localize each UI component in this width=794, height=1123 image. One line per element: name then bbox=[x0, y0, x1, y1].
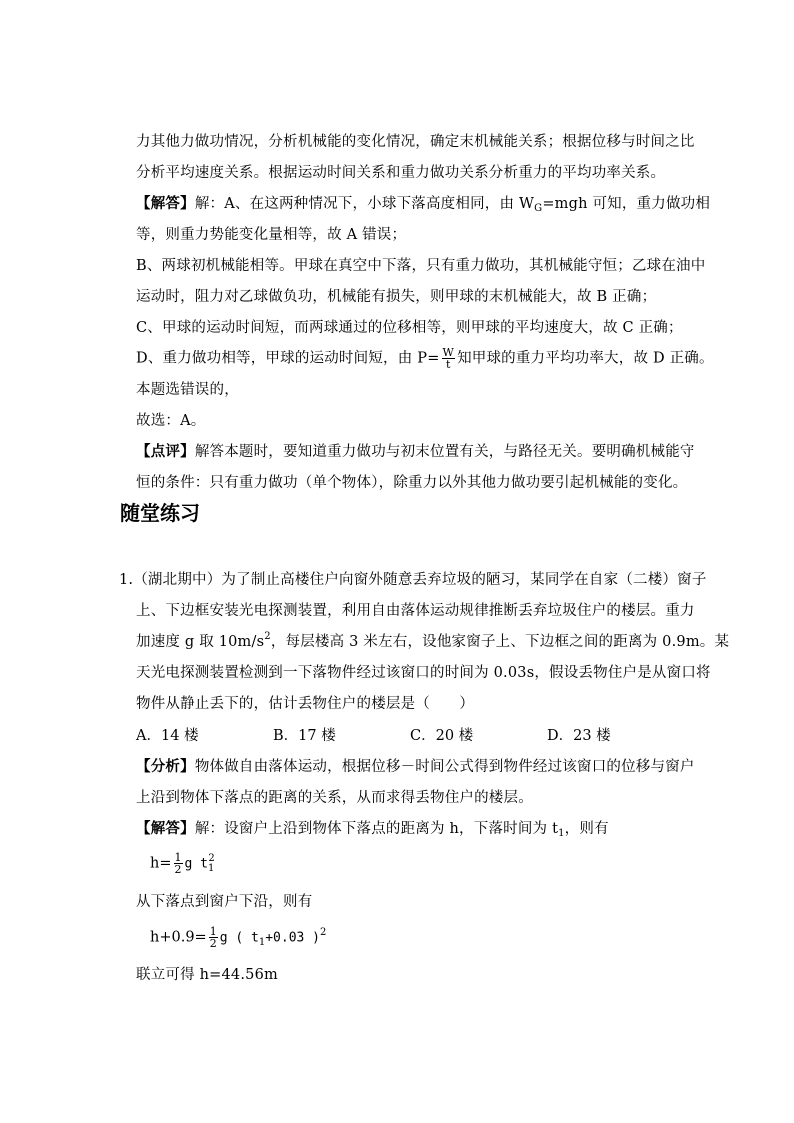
solution-line: 联立可得 h=44.56m bbox=[136, 967, 278, 983]
question-line: 物件从静止丢下的，估计丢物住户的楼层是（ ） bbox=[136, 696, 475, 712]
subscript: G bbox=[534, 203, 543, 214]
superscript: 2 bbox=[264, 631, 271, 642]
option-c[interactable]: C．20 楼 bbox=[410, 728, 474, 744]
section-heading: 随堂练习 bbox=[120, 501, 200, 525]
text-span: 解：A、在这两种情况下，小球下落高度相同，由 W bbox=[194, 196, 535, 212]
formula-rhs: g t bbox=[184, 856, 208, 872]
answer-options bbox=[136, 726, 684, 746]
formula-1 bbox=[150, 852, 215, 876]
question-line bbox=[136, 632, 729, 654]
text-span: 解答本题时，要知道重力做功与初末位置有关，与路径无关。要明确机械能守 bbox=[194, 444, 695, 460]
fraction-denominator: 2 bbox=[174, 863, 182, 876]
question-line: 1.（湖北期中）为了制止高楼住户向窗外随意丢弃垃圾的陋习，某同学在自家（二楼）窗子 bbox=[119, 572, 707, 588]
text-line: B、两球初机械能相等。甲球在真空中下落，只有重力做功，其机械能守恒；乙球在油中 bbox=[136, 258, 706, 274]
formula-tail: +0.03 ) bbox=[265, 930, 321, 946]
superscript: 2 bbox=[320, 926, 327, 938]
text-span: =mgh 可知，重力做功相 bbox=[542, 196, 711, 212]
text-line: C、甲球的运动时间短，而两球通过的位移相等，则甲球的平均速度大，故 C 正确； bbox=[136, 320, 683, 336]
fraction bbox=[174, 852, 183, 875]
option-a[interactable]: A．14 楼 bbox=[136, 728, 199, 744]
subscript: 1 bbox=[558, 828, 565, 839]
analysis-tag: 【分析】 bbox=[136, 758, 195, 775]
text-span: 解：设窗户上沿到物体下落点的距离为 h，下落时间为 t bbox=[194, 821, 559, 837]
text-line bbox=[136, 442, 695, 462]
answer-tag: 【解答】 bbox=[136, 820, 195, 837]
text-line bbox=[136, 347, 714, 370]
comment-tag: 【点评】 bbox=[136, 443, 195, 460]
fraction-numerator: W bbox=[442, 346, 455, 359]
answer-tag: 【解答】 bbox=[136, 195, 195, 212]
fraction bbox=[209, 926, 218, 949]
text-span: 加速度 g 取 10m/s bbox=[136, 634, 265, 650]
solution-line: 从下落点到窗户下沿，则有 bbox=[136, 894, 313, 910]
option-d[interactable]: D．23 楼 bbox=[547, 728, 611, 744]
fraction-denominator: t bbox=[445, 358, 451, 371]
option-b[interactable]: B．17 楼 bbox=[273, 728, 336, 744]
text-line: 故选：A。 bbox=[136, 413, 206, 429]
fraction-numerator: 1 bbox=[174, 851, 182, 864]
text-span: ，则有 bbox=[564, 821, 609, 837]
text-line: 等，则重力势能变化量相等，故 A 错误； bbox=[136, 227, 407, 243]
analysis-line bbox=[136, 757, 695, 777]
text-line: 本题选错误的， bbox=[136, 382, 239, 398]
formula-lhs: h+0.9= bbox=[150, 929, 207, 946]
analysis-line: 上沿到物体下落点的距离的关系，从而求得丢物住户的楼层。 bbox=[136, 790, 533, 806]
formula-rhs: g ( t bbox=[219, 930, 259, 946]
text-line: 分析平均速度关系。根据运动时间关系和重力做功关系分析重力的平均功率关系。 bbox=[136, 165, 666, 181]
text-line: 恒的条件：只有重力做功（单个物体），除重力以外其他力做功要引起机械能的变化。 bbox=[136, 475, 688, 491]
superscript: 2 bbox=[208, 852, 215, 864]
question-line: 天光电探测装置检测到一下落物件经过该窗口的时间为 0.03s，假设丢物住户是从窗口将 bbox=[136, 665, 711, 681]
text-span: ，每层楼高 3 米左右，设他家窗子上、下边框之间的距离为 0.9m。某 bbox=[270, 634, 730, 650]
text-span: 知甲球的重力平均功率大，故 D 正确。 bbox=[457, 350, 714, 367]
text-line: 运动时，阻力对乙球做负功，机械能有损失，则甲球的末机械能大，故 B 正确； bbox=[136, 289, 657, 305]
text-span: D、重力做功相等，甲球的运动时间短，由 P= bbox=[136, 350, 440, 367]
fraction-denominator: 2 bbox=[209, 937, 217, 950]
formula-lhs: h= bbox=[150, 855, 172, 872]
fraction bbox=[442, 347, 456, 370]
solution-line bbox=[136, 819, 609, 841]
question-line: 上、下边框安装光电探测装置，利用自由落体运动规律推断丢弃垃圾住户的楼层。重力 bbox=[136, 603, 695, 619]
formula-2 bbox=[150, 926, 326, 950]
text-span: 物体做自由落体运动，根据位移－时间公式得到物件经过该窗口的位移与窗户 bbox=[194, 759, 695, 775]
text-line bbox=[136, 194, 710, 216]
fraction-numerator: 1 bbox=[209, 925, 217, 938]
text-line: 力其他力做功情况，分析机械能的变化情况，确定末机械能关系；根据位移与时间之比 bbox=[136, 134, 695, 150]
subscript: 1 bbox=[258, 936, 266, 948]
subscript: 1 bbox=[207, 862, 215, 874]
